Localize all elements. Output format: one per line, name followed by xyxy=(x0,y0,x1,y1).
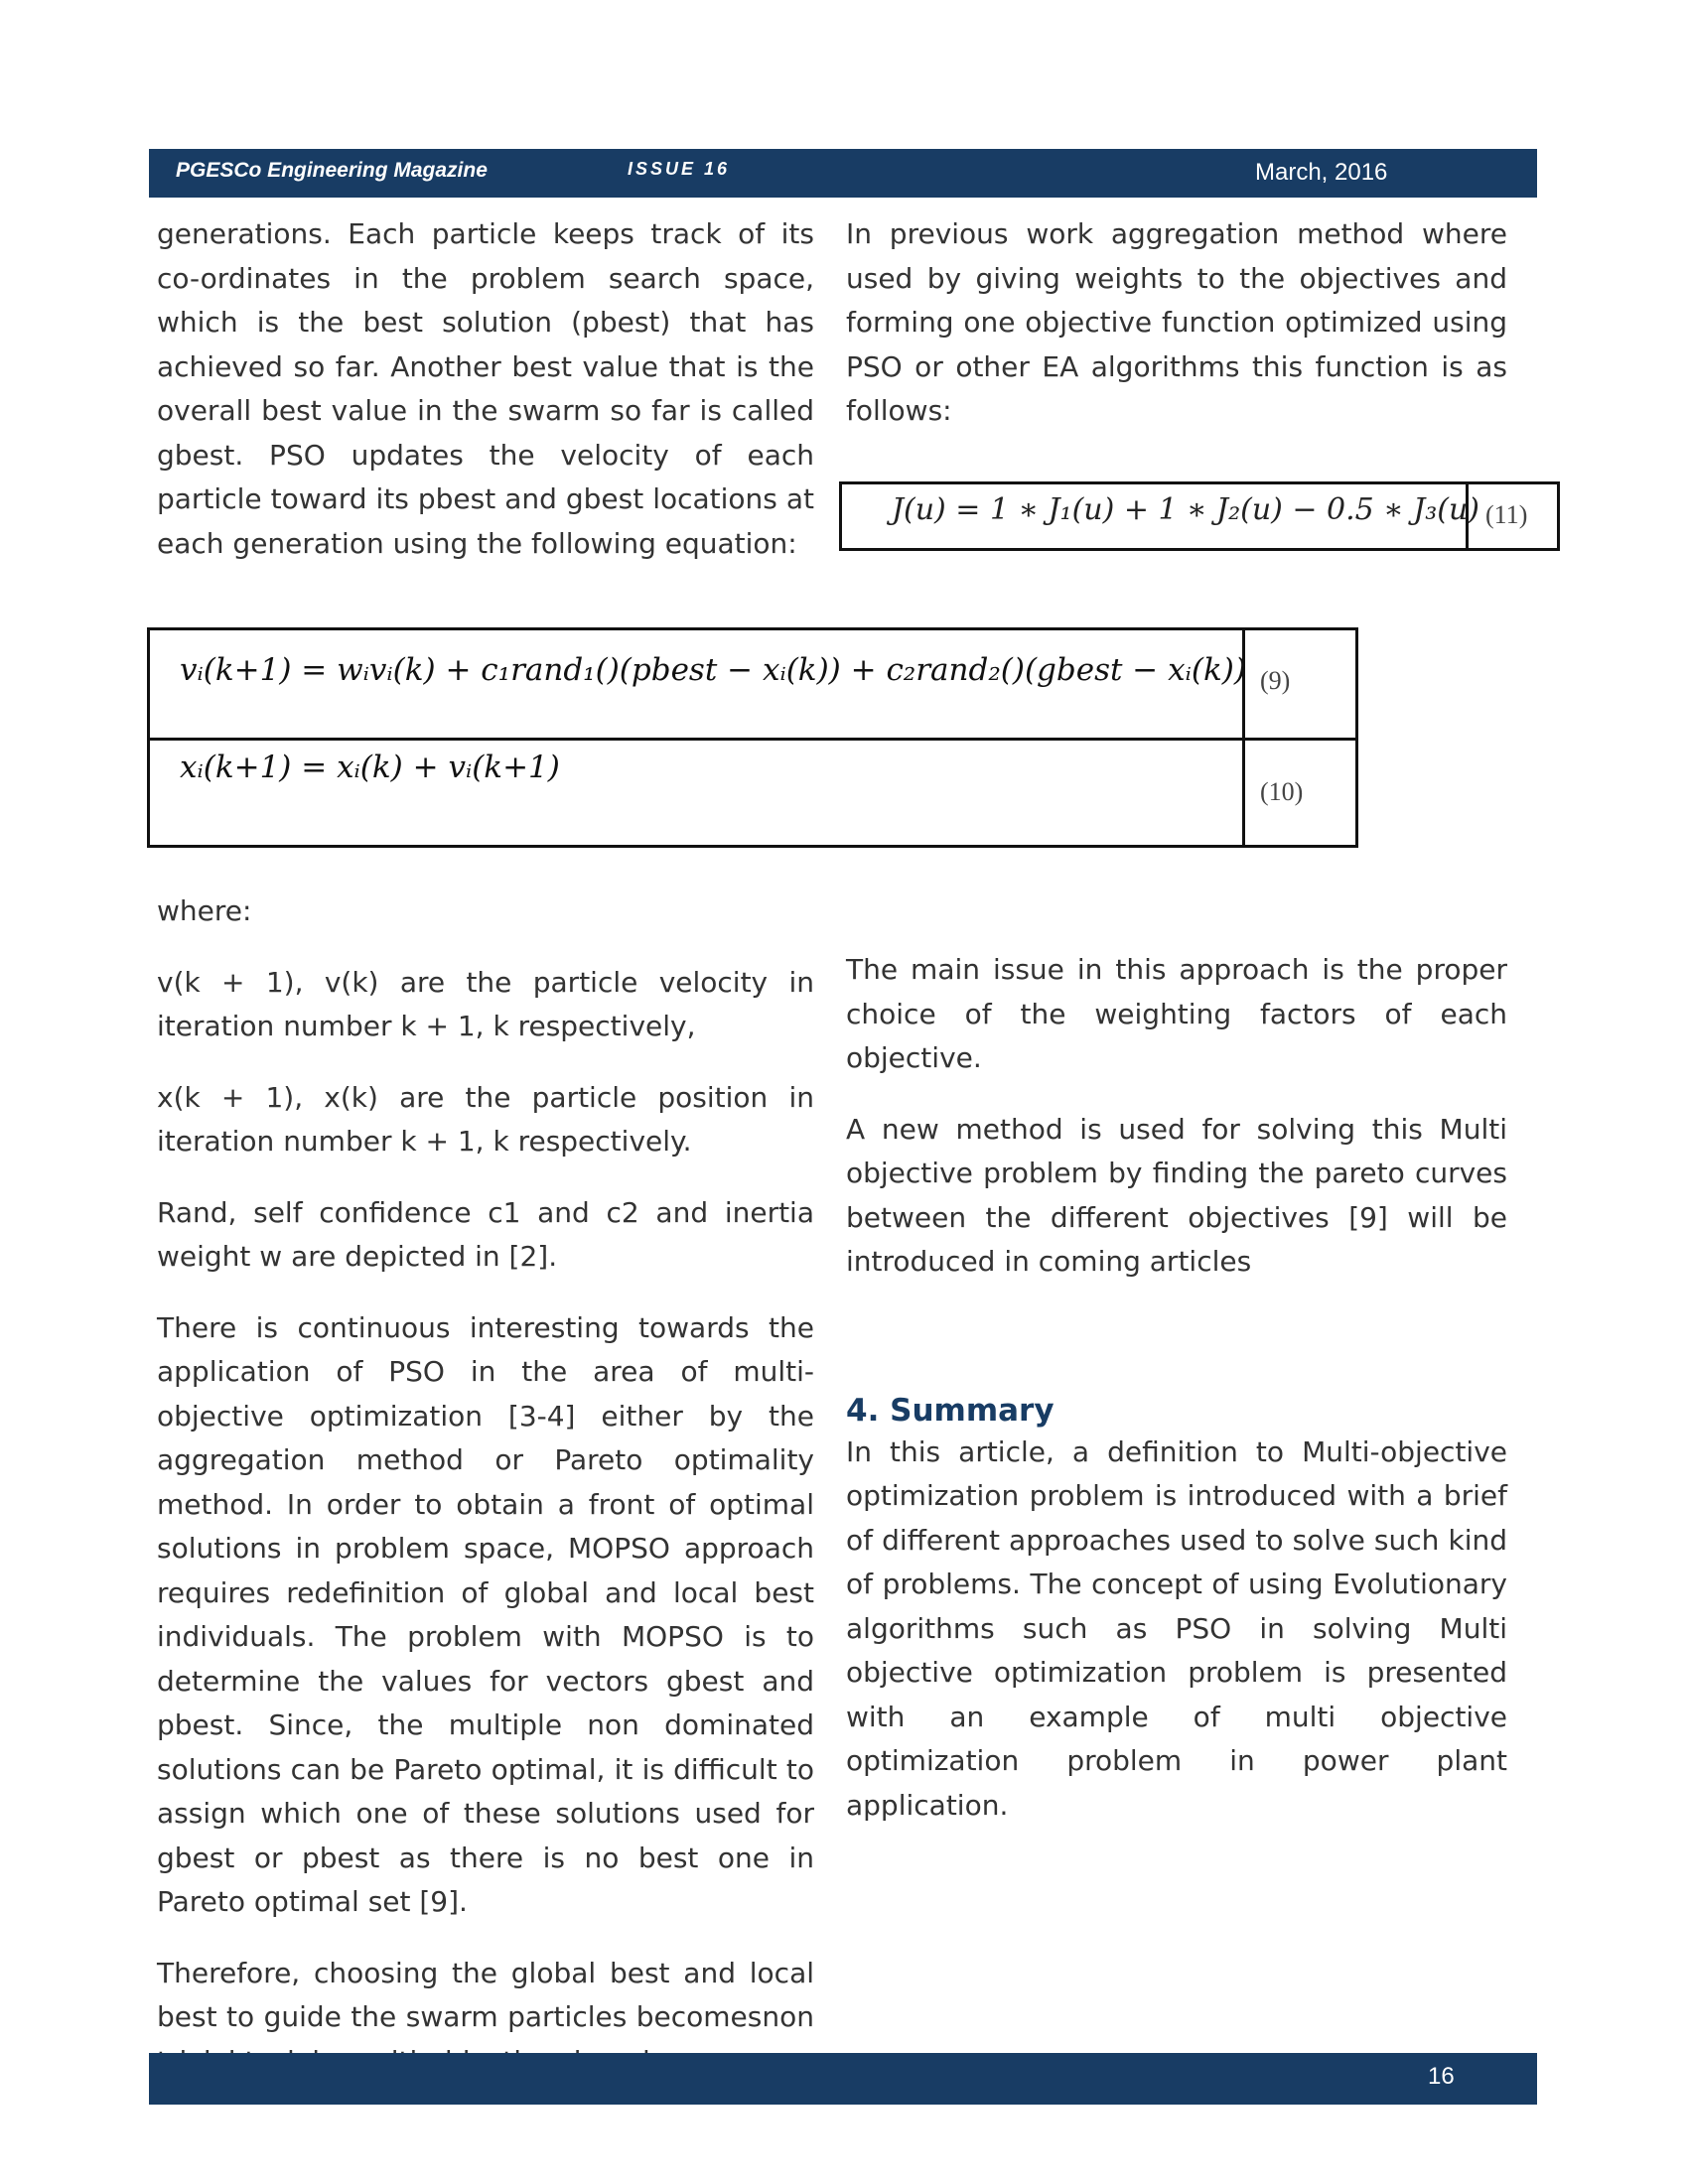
parameters-definition: Rand, self confidence c1 and c2 and inertia weight w are depicted in [2]. xyxy=(157,1195,814,1273)
equation-11-number: (11) xyxy=(1485,500,1528,529)
left-column-top xyxy=(157,212,814,566)
weighting-issue-paragraph: The main issue in this approach is the proper choice of the weighting factors of each objective. xyxy=(846,953,1507,1074)
right-column-top xyxy=(846,212,1507,434)
left-column-bottom xyxy=(157,889,814,2084)
right-column-bottom xyxy=(846,948,1507,1828)
summary-heading: 4. Summary xyxy=(846,1392,1055,1429)
position-definition: x(k + 1), x(k) are the particle position in iteration number k + 1, k respectively. xyxy=(157,1080,814,1158)
magazine-title: PGESCo Engineering Magazine xyxy=(176,159,488,182)
footer-bar xyxy=(149,2053,1537,2105)
new-method-paragraph: A new method is used for solving this Multi objective problem by finding the pareto curves between the different objectives [9] will be introduced in coming articles xyxy=(846,1112,1507,1278)
equation-11-box xyxy=(839,481,1560,551)
equation-10: xᵢ(k+1) = xᵢ(k) + vᵢ(k+1) xyxy=(180,750,560,785)
intro-paragraph: generations. Each particle keeps track of its co-ordinates in the problem search space, which is the best solution (pbest) that has achieved so far. Another best value that is the overall best value in the swarm so far is called gbest. PSO updates the velocity of each particle toward its pbest and gbest locations at each generation using the following equation: xyxy=(157,217,814,560)
summary-paragraph: In this article, a definition to Multi-objective optimization problem is introduced with a brief of different approaches used to solve such kind of problems. The concept of using Evolutionary algorithms such as PSO in solving Multi objective optimization problem is presented with an example of multi objective optimization problem in power plant application. xyxy=(846,1434,1507,1822)
equation-9-number: (9) xyxy=(1260,666,1291,695)
issue-label: ISSUE 16 xyxy=(628,159,731,179)
where-label: where: xyxy=(157,894,252,927)
header-bar xyxy=(149,149,1537,198)
velocity-definition: v(k + 1), v(k) are the particle velocity in iteration number k + 1, k respectively, xyxy=(157,965,814,1042)
issue-date: March, 2016 xyxy=(1255,159,1388,186)
page-number: 16 xyxy=(1428,2063,1455,2090)
equation-11: J(u) = 1 ∗ J₁(u) + 1 ∗ J₂(u) − 0.5 ∗ J₃(u) xyxy=(892,492,1480,527)
equation-10-number: (10) xyxy=(1260,777,1304,806)
equation-9: vᵢ(k+1) = wᵢvᵢ(k) + c₁rand₁()(pbest − xᵢ(k)) + c₂rand₂()(gbest − xᵢ(k)) xyxy=(180,652,1246,688)
equation-row-divider xyxy=(150,738,1355,741)
equations-9-10-box xyxy=(147,627,1358,848)
equation-divider xyxy=(1466,484,1469,548)
aggregation-paragraph: In previous work aggregation method where used by giving weights to the objectives and forming one objective function optimized using PSO or other EA algorithms this function is as follows: xyxy=(846,217,1507,427)
mopso-paragraph: There is continuous interesting towards the application of PSO in the area of multi-objective optimization [3-4] either by the aggregation method or Pareto optimality method. In order to obtain a front of optimal solutions in problem space, MOPSO approach requires redefinition of global and local best individuals. The problem with MOPSO is to determine the values for vectors gbest and pbest. Since, the multiple non dominated solutions can be Pareto optimal, it is difficult to assign which one of these solutions used for gbest or pbest as there is no best one in Pareto optimal set [9]. xyxy=(157,1310,814,1918)
conclusion-paragraph: Therefore, choosing the global best and local best to guide the swarm particles becomesnon xyxy=(157,1956,814,2033)
